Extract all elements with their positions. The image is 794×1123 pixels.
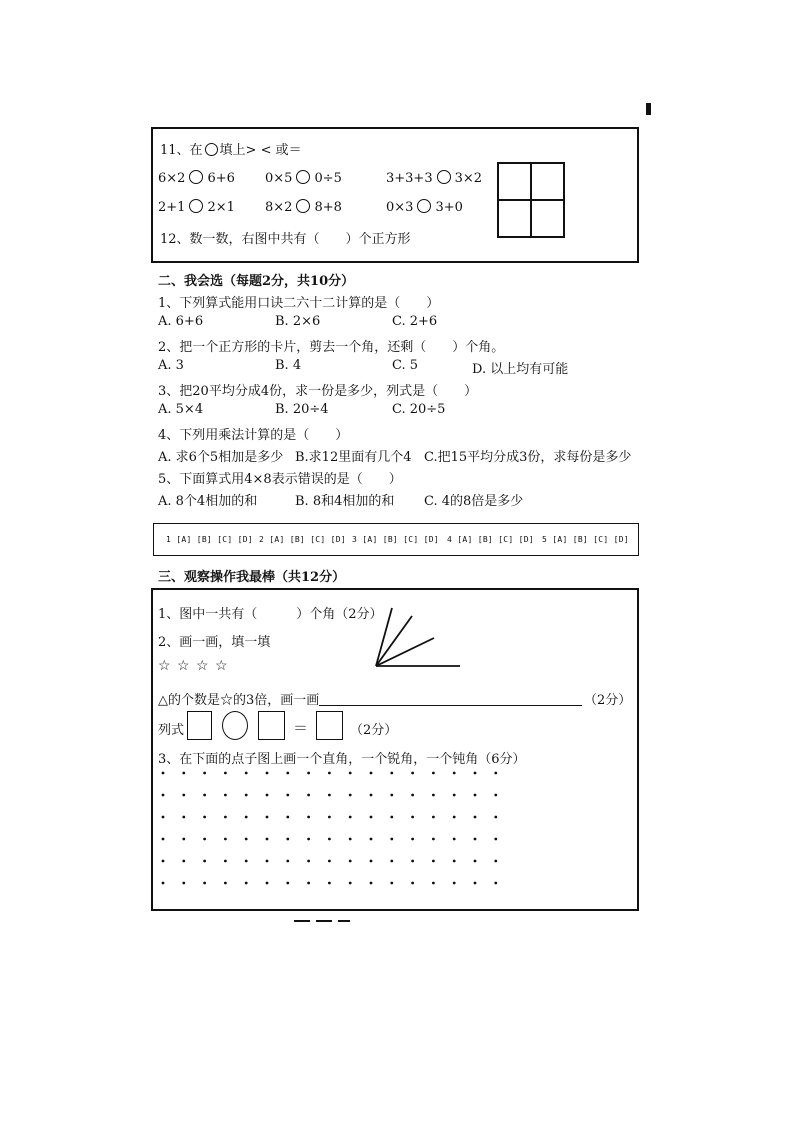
grid-dot[interactable] xyxy=(370,772,373,775)
grid-dot[interactable] xyxy=(266,794,269,797)
grid-dot[interactable] xyxy=(453,882,456,885)
option-b[interactable]: B. 2×6 xyxy=(275,314,321,329)
grid-dot[interactable] xyxy=(162,860,165,863)
grid-dot[interactable] xyxy=(307,860,310,863)
grid-dot[interactable] xyxy=(411,838,414,841)
grid-dot[interactable] xyxy=(162,772,165,775)
compare-left: 0×5 xyxy=(265,171,293,186)
stars-row: ☆ ☆ ☆ ☆ xyxy=(158,658,229,674)
grid-dot[interactable] xyxy=(474,882,477,885)
grid-dot[interactable] xyxy=(328,772,331,775)
q2-text: 2、画一画，填一填 xyxy=(158,635,271,650)
grid-dot[interactable] xyxy=(474,816,477,819)
grid-dot[interactable] xyxy=(411,882,414,885)
grid-dot[interactable] xyxy=(411,772,414,775)
grid-dot[interactable] xyxy=(432,816,435,819)
question-text: 2、把一个正方形的卡片，剪去一个角，还剩（ ）个角。 xyxy=(158,340,505,355)
compare-item[interactable] xyxy=(265,170,342,186)
option-c[interactable]: C. 4的8倍是多少 xyxy=(424,494,524,509)
compare-circle-icon xyxy=(205,143,218,156)
compare-item[interactable] xyxy=(265,199,342,215)
grid-dot[interactable] xyxy=(349,838,352,841)
question-text: 5、下面算式用4×8表示错误的是（ ） xyxy=(158,472,402,487)
compare-item[interactable] xyxy=(386,170,482,186)
grid-dot[interactable] xyxy=(370,794,373,797)
compare-left: 3+3+3 xyxy=(386,171,433,186)
compare-right: 8+8 xyxy=(314,200,342,215)
compare-right: 3×2 xyxy=(454,171,483,186)
q1-text: 1、图中一共有（ ）个角（2分） xyxy=(158,607,383,622)
compare-left: 6×2 xyxy=(158,171,186,186)
grid-dot[interactable] xyxy=(453,816,456,819)
grid-dot[interactable] xyxy=(453,860,456,863)
grid-dot[interactable] xyxy=(224,816,227,819)
grid-dot[interactable] xyxy=(266,772,269,775)
option-b[interactable]: B. 20÷4 xyxy=(275,402,329,417)
grid-dot[interactable] xyxy=(349,882,352,885)
footer-mark xyxy=(338,920,350,922)
grid-dot[interactable] xyxy=(453,794,456,797)
compare-left: 2+1 xyxy=(158,200,186,215)
grid-dot[interactable] xyxy=(182,794,185,797)
grid-dot[interactable] xyxy=(307,794,310,797)
grid-dot[interactable] xyxy=(286,772,289,775)
option-d[interactable]: D. 以上均有可能 xyxy=(472,362,569,377)
grid-dot[interactable] xyxy=(203,772,206,775)
grid-dot[interactable] xyxy=(203,882,206,885)
grid-dot[interactable] xyxy=(307,772,310,775)
grid-dot[interactable] xyxy=(224,772,227,775)
compare-left: 0×3 xyxy=(386,200,414,215)
grid-dot[interactable] xyxy=(494,860,497,863)
compare-right: 6+6 xyxy=(207,171,235,186)
blank-circle-icon[interactable] xyxy=(189,170,203,184)
footer-mark xyxy=(294,920,310,922)
grid-dot[interactable] xyxy=(307,882,310,885)
footer-mark xyxy=(316,920,332,922)
option-b[interactable]: B. 8和4相加的和 xyxy=(295,494,395,509)
grid-dot[interactable] xyxy=(224,860,227,863)
grid-dot[interactable] xyxy=(453,772,456,775)
grid-dot[interactable] xyxy=(390,860,393,863)
grid-dot[interactable] xyxy=(328,816,331,819)
grid-dot[interactable] xyxy=(474,794,477,797)
q11-prefix: 11、在 xyxy=(160,143,203,158)
grid-dot[interactable] xyxy=(162,882,165,885)
grid-dot[interactable] xyxy=(203,838,206,841)
grid-dot[interactable] xyxy=(370,816,373,819)
grid-dot[interactable] xyxy=(349,816,352,819)
compare-left: 8×2 xyxy=(265,200,293,215)
squares-figure xyxy=(497,162,565,238)
compare-item[interactable] xyxy=(386,199,463,215)
grid-dot[interactable] xyxy=(286,882,289,885)
grid-dot[interactable] xyxy=(162,794,165,797)
grid-dot[interactable] xyxy=(245,860,248,863)
q12-text: 12、数一数，右图中共有（ ）个正方形 xyxy=(160,232,411,247)
option-c[interactable]: C. 5 xyxy=(392,358,419,373)
grid-dot[interactable] xyxy=(203,816,206,819)
grid-dot[interactable] xyxy=(245,882,248,885)
option-a[interactable]: A. 5×4 xyxy=(158,402,204,417)
answer-sheet-item[interactable]: 4 [A] [B] [C] [D] xyxy=(447,535,534,544)
grid-dot[interactable] xyxy=(474,772,477,775)
grid-dot[interactable] xyxy=(370,882,373,885)
grid-dot[interactable] xyxy=(390,772,393,775)
grid-dot[interactable] xyxy=(370,860,373,863)
grid-dot[interactable] xyxy=(245,794,248,797)
answer-sheet-item[interactable]: 3 [A] [B] [C] [D] xyxy=(352,535,439,544)
grid-dot[interactable] xyxy=(182,860,185,863)
grid-dot[interactable] xyxy=(349,772,352,775)
grid-dot[interactable] xyxy=(307,816,310,819)
option-a[interactable]: A. 8个4相加的和 xyxy=(158,494,258,509)
grid-dot[interactable] xyxy=(224,794,227,797)
grid-dot[interactable] xyxy=(182,816,185,819)
q11-line xyxy=(160,139,302,158)
grid-dot[interactable] xyxy=(245,772,248,775)
section-three-heading: 三、观察操作我最棒（共12分） xyxy=(158,570,346,585)
corner-mark xyxy=(646,103,651,115)
grid-dot[interactable] xyxy=(286,794,289,797)
option-c[interactable]: C. 20÷5 xyxy=(392,402,446,417)
grid-dot[interactable] xyxy=(349,794,352,797)
blank-circle-icon[interactable] xyxy=(437,170,451,184)
grid-dot[interactable] xyxy=(224,838,227,841)
grid-dot[interactable] xyxy=(286,838,289,841)
section-two-heading: 二、我会选（每题2分，共10分） xyxy=(158,274,355,289)
compare-item[interactable] xyxy=(158,199,235,215)
question-text: 1、下列算式能用口诀二六十二计算的是（ ） xyxy=(158,296,440,311)
option-a[interactable]: A. 6+6 xyxy=(158,314,204,329)
option-a[interactable]: A. 求6个5相加是多少 xyxy=(158,450,284,465)
grid-dot[interactable] xyxy=(411,794,414,797)
grid-dot[interactable] xyxy=(411,816,414,819)
grid-dot[interactable] xyxy=(474,838,477,841)
grid-dot[interactable] xyxy=(349,860,352,863)
grid-dot[interactable] xyxy=(390,794,393,797)
grid-dot[interactable] xyxy=(266,816,269,819)
answer-sheet-item[interactable]: 2 [A] [B] [C] [D] xyxy=(259,535,346,544)
triangle-score: （2分） xyxy=(584,693,632,708)
q11-suffix: 填上> < 或＝ xyxy=(219,143,302,158)
compare-right: 3+0 xyxy=(435,200,463,215)
option-c[interactable]: C. 2+6 xyxy=(392,314,438,329)
grid-dot[interactable] xyxy=(494,838,497,841)
blank-circle-icon[interactable] xyxy=(417,199,431,213)
grid-dot[interactable] xyxy=(245,816,248,819)
grid-dot[interactable] xyxy=(328,838,331,841)
question-text: 4、下列用乘法计算的是（ ） xyxy=(158,428,349,443)
grid-dot[interactable] xyxy=(432,794,435,797)
answer-sheet-item[interactable]: 1 [A] [B] [C] [D] xyxy=(166,535,253,544)
grid-dot[interactable] xyxy=(328,794,331,797)
grid-dot[interactable] xyxy=(162,838,165,841)
grid-dot[interactable] xyxy=(286,860,289,863)
grid-dot[interactable] xyxy=(432,772,435,775)
grid-dot[interactable] xyxy=(328,860,331,863)
grid-dot[interactable] xyxy=(328,882,331,885)
grid-dot[interactable] xyxy=(182,882,185,885)
grid-dot[interactable] xyxy=(432,882,435,885)
grid-dot[interactable] xyxy=(370,838,373,841)
question-text: 3、把20平均分成4份，求一份是多少，列式是（ ） xyxy=(158,384,478,399)
triangle-prompt: △的个数是☆的3倍，画一画 xyxy=(158,693,320,708)
grid-dot[interactable] xyxy=(245,838,248,841)
grid-dot[interactable] xyxy=(494,882,497,885)
formula-box-1[interactable] xyxy=(187,711,212,740)
compare-right: 2×1 xyxy=(207,200,235,215)
blank-circle-icon[interactable] xyxy=(296,170,310,184)
grid-dot[interactable] xyxy=(224,882,227,885)
dot-grid[interactable] xyxy=(160,770,500,886)
grid-dot[interactable] xyxy=(307,838,310,841)
formula-box-result[interactable] xyxy=(316,711,343,740)
grid-dot[interactable] xyxy=(390,882,393,885)
answer-sheet-item[interactable]: 5 [A] [B] [C] [D] xyxy=(542,535,629,544)
option-a[interactable]: A. 3 xyxy=(158,358,184,373)
equals-sign: ＝ xyxy=(293,719,309,737)
grid-dot[interactable] xyxy=(390,838,393,841)
formula-label: 列式 xyxy=(158,723,185,738)
formula-score: （2分） xyxy=(350,723,398,738)
formula-box-2[interactable] xyxy=(258,711,285,740)
grid-dot[interactable] xyxy=(432,838,435,841)
blank-circle-icon[interactable] xyxy=(189,199,203,213)
grid-dot[interactable] xyxy=(494,772,497,775)
option-b[interactable]: B.求12里面有几个4 xyxy=(295,450,412,465)
grid-dot[interactable] xyxy=(432,860,435,863)
drawing-answer-line[interactable] xyxy=(319,705,582,706)
grid-dot[interactable] xyxy=(266,882,269,885)
grid-dot[interactable] xyxy=(266,838,269,841)
compare-item[interactable] xyxy=(158,170,235,186)
q3-text: 3、在下面的点子图上画一个直角，一个锐角，一个钝角（6分） xyxy=(158,752,526,767)
blank-circle-icon[interactable] xyxy=(296,199,310,213)
grid-dot[interactable] xyxy=(453,838,456,841)
grid-dot[interactable] xyxy=(266,860,269,863)
grid-dot[interactable] xyxy=(390,816,393,819)
grid-dot[interactable] xyxy=(182,838,185,841)
grid-dot[interactable] xyxy=(203,860,206,863)
angle-rays-figure xyxy=(372,606,464,668)
grid-dot[interactable] xyxy=(162,816,165,819)
grid-dot[interactable] xyxy=(474,860,477,863)
compare-right: 0÷5 xyxy=(314,171,342,186)
grid-dot[interactable] xyxy=(411,860,414,863)
operator-circle[interactable] xyxy=(222,711,248,740)
grid-dot[interactable] xyxy=(494,794,497,797)
grid-dot[interactable] xyxy=(182,772,185,775)
option-c[interactable]: C.把15平均分成3份，求每份是多少 xyxy=(424,450,632,465)
option-b[interactable]: B. 4 xyxy=(275,358,302,373)
grid-dot[interactable] xyxy=(286,816,289,819)
grid-dot[interactable] xyxy=(494,816,497,819)
grid-dot[interactable] xyxy=(203,794,206,797)
